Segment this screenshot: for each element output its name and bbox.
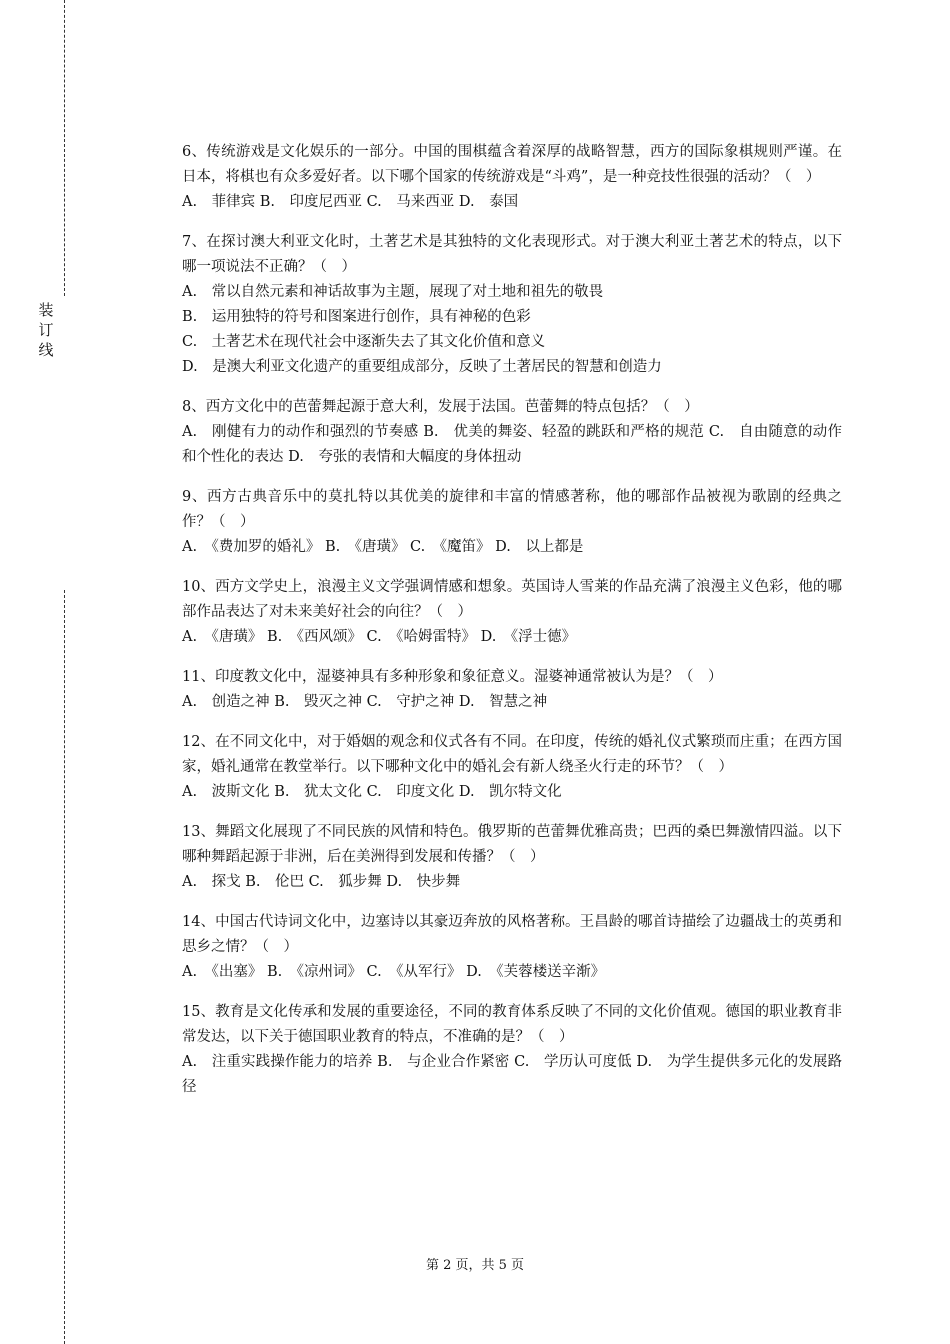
question-options — [182, 690, 842, 715]
option-line: A. 《唐璜》 B. 《西风颂》 C. 《哈姆雷特》 D. 《浮士德》 — [182, 629, 577, 645]
question-7 — [182, 230, 842, 380]
binding-label: 装订线 — [38, 301, 54, 359]
question-12 — [182, 730, 842, 805]
question-10 — [182, 575, 842, 650]
question-text: 9、西方古典音乐中的莫扎特以其优美的旋律和丰富的情感著称，他的哪部作品被视为歌剧的经典之作？（ ） — [182, 489, 842, 530]
question-options — [182, 780, 842, 805]
option-line: A. 注重实践操作能力的培养 B. 与企业合作紧密 C. 学历认可度低 D. 为学生提供多元化的发展路径 — [182, 1054, 842, 1095]
question-options — [182, 960, 842, 985]
question-options — [182, 625, 842, 650]
question-text: 11、印度教文化中，湿婆神具有多种形象和象征意义。湿婆神通常被认为是？（ ） — [182, 669, 723, 685]
option-c: C. 土著艺术在现代社会中逐渐失去了其文化价值和意义 — [182, 334, 546, 350]
option-line: A. 菲律宾 B. 印度尼西亚 C. 马来西亚 D. 泰国 — [182, 194, 519, 210]
question-text: 10、西方文学史上，浪漫主义文学强调情感和想象。英国诗人雪莱的作品充满了浪漫主义色彩，他的哪部作品表达了对未来美好社会的向往？（ ） — [182, 579, 842, 620]
option-line: A. 刚健有力的动作和强烈的节奏感 B. 优美的舞姿、轻盈的跳跃和严格的规范 C. 自由随意的动作和个性化的表达 D. 夸张的表情和大幅度的身体扭动 — [182, 424, 842, 465]
question-8 — [182, 395, 842, 470]
question-13 — [182, 820, 842, 895]
option-line: A. 探戈 B. 伦巴 C. 狐步舞 D. 快步舞 — [182, 874, 461, 890]
question-options — [182, 190, 842, 215]
question-options — [182, 1050, 842, 1100]
question-text: 7、在探讨澳大利亚文化时，土著艺术是其独特的文化表现形式。对于澳大利亚土著艺术的特点，以下哪一项说法不正确？（ ） — [182, 234, 842, 275]
option-d: D. 是澳大利亚文化遗产的重要组成部分，反映了土著居民的智慧和创造力 — [182, 359, 662, 375]
question-9 — [182, 485, 842, 560]
question-15 — [182, 1000, 842, 1100]
question-text: 13、舞蹈文化展现了不同民族的风情和特色。俄罗斯的芭蕾舞优雅高贵；巴西的桑巴舞激情四溢。以下哪种舞蹈起源于非洲，后在美洲得到发展和传播？（ ） — [182, 824, 842, 865]
question-options — [182, 420, 842, 470]
question-11 — [182, 665, 842, 715]
option-line: A. 《出塞》 B. 《凉州词》 C. 《从军行》 D. 《芙蓉楼送辛渐》 — [182, 964, 606, 980]
question-options — [182, 870, 842, 895]
question-text: 6、传统游戏是文化娱乐的一部分。中国的围棋蕴含着深厚的战略智慧，西方的国际象棋规则严谨。在日本，将棋也有众多爱好者。以下哪个国家的传统游戏是“斗鸡”，是一种竞技性很强的活动？（ ） — [182, 144, 842, 185]
question-options — [182, 535, 842, 560]
question-text: 14、中国古代诗词文化中，边塞诗以其豪迈奔放的风格著称。王昌龄的哪首诗描绘了边疆战士的英勇和思乡之情？（ ） — [182, 914, 842, 955]
page-number-footer: 第 2 页，共 5 页 — [425, 1258, 525, 1273]
question-6 — [182, 140, 842, 215]
binding-dashed-line-top — [64, 0, 65, 296]
question-text: 12、在不同文化中，对于婚姻的观念和仪式各有不同。在印度，传统的婚礼仪式繁琐而庄重；在西方国家，婚礼通常在教堂举行。以下哪种文化中的婚礼会有新人绕圣火行走的环节？（ ） — [182, 734, 842, 775]
question-text: 15、教育是文化传承和发展的重要途径，不同的教育体系反映了不同的文化价值观。德国的职业教育非常发达，以下关于德国职业教育的特点，不准确的是？（ ） — [182, 1004, 842, 1045]
binding-dashed-line-bottom — [64, 590, 65, 1344]
option-line: A. 创造之神 B. 毁灭之神 C. 守护之神 D. 智慧之神 — [182, 694, 548, 710]
option-line: A. 波斯文化 B. 犹太文化 C. 印度文化 D. 凯尔特文化 — [182, 784, 562, 800]
option-a: A. 常以自然元素和神话故事为主题，展现了对土地和祖先的敬畏 — [182, 284, 604, 300]
question-14 — [182, 910, 842, 985]
question-text: 8、西方文化中的芭蕾舞起源于意大利，发展于法国。芭蕾舞的特点包括？（ ） — [182, 399, 699, 415]
question-options — [182, 280, 842, 380]
option-line: A. 《费加罗的婚礼》 B. 《唐璜》 C. 《魔笛》 D. 以上都是 — [182, 539, 584, 555]
question-list — [182, 140, 842, 1115]
option-b: B. 运用独特的符号和图案进行创作，具有神秘的色彩 — [182, 309, 531, 325]
